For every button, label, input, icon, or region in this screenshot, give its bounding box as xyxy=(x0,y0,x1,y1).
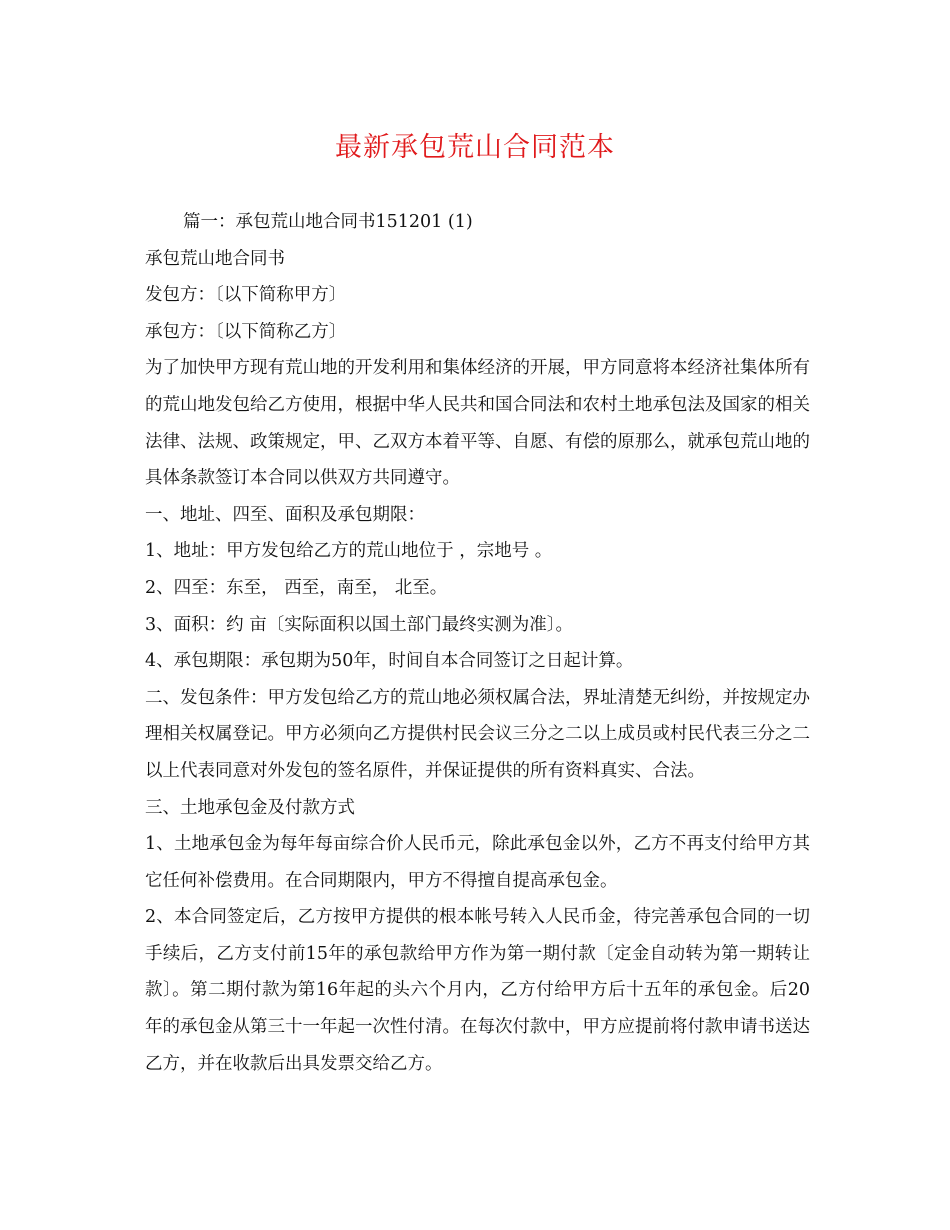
party-a-line: 发包方：〔以下简称甲方〕 xyxy=(145,285,347,306)
clause-heading-payment: 三、土地承包金及付款方式 xyxy=(145,797,355,818)
clause-item: 2、本合同签定后，乙方按甲方提供的根本帐号转入人民币金，待完善承包合同的一切手续后，乙方支付前15年的承包款给甲方作为第一期付款〔定金自动转为第一期转让款〕。第二期付款为第16年起的头六个月内，乙方付给甲方后十五年的承包金。后20年的承包金从第三十一年起一次性付清。在每次付款中，甲方应提前将付款申请书送达乙方，并在收款后出具发票交给乙方。 xyxy=(145,907,810,1074)
clause-heading-location: 一、地址、四至、面积及承包期限： xyxy=(145,504,425,525)
document-body xyxy=(145,204,810,1082)
document-title: 最新承包荒山合同范本 xyxy=(335,132,615,163)
clause-item: 3、面积：约 亩〔实际面积以国土部门最终实测为准〕。 xyxy=(145,614,573,635)
clause-item: 1、地址：甲方发包给乙方的荒山地位于 ，宗地号 。 xyxy=(145,541,553,562)
party-b-line: 承包方：〔以下简称乙方〕 xyxy=(145,321,347,342)
clause-item: 1、土地承包金为每年每亩综合价人民币元，除此承包金以外，乙方不再支付给甲方其它任何补偿费用。在合同期限内，甲方不得擅自提高承包金。 xyxy=(145,834,810,891)
contract-name: 承包荒山地合同书 xyxy=(145,248,285,269)
clause-contracting-conditions: 二、发包条件：甲方发包给乙方的荒山地必须权属合法，界址清楚无纠纷，并按规定办理相关权属登记。甲方必须向乙方提供村民会议三分之二以上成员或村民代表三分之二以上代表同意对外发包的签名原件，并保证提供的所有资料真实、合法。 xyxy=(145,687,810,781)
clause-item: 2、四至：东至， 西至，南至， 北至。 xyxy=(145,577,448,598)
preamble-paragraph: 为了加快甲方现有荒山地的开发利用和集体经济的开展，甲方同意将本经济社集体所有的荒山地发包给乙方使用，根据中华人民共和国合同法和农村土地承包法及国家的相关法律、法规、政策规定，甲、乙双方本着平等、自愿、有偿的原那么，就承包荒山地的具体条款签订本合同以供双方共同遵守。 xyxy=(145,358,810,489)
section-heading-part-one: 篇一：承包荒山地合同书151201 (1) xyxy=(183,212,473,232)
clause-item: 4、承包期限：承包期为50年，时间自本合同签订之日起计算。 xyxy=(145,651,634,672)
